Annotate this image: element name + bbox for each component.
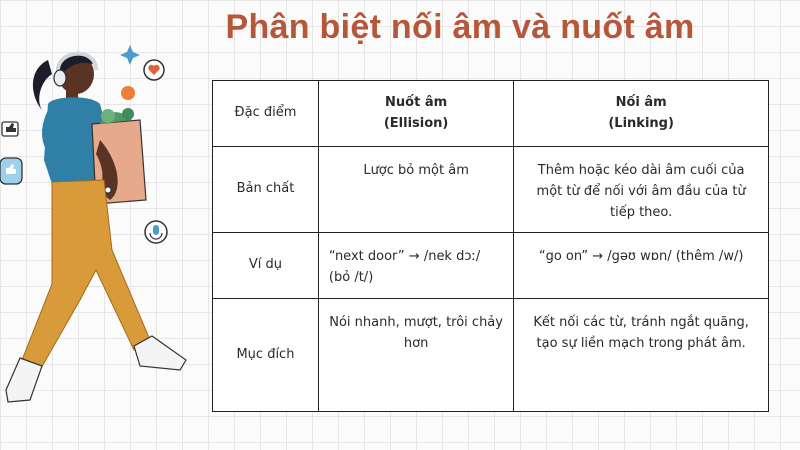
page-title: Phân biệt nối âm và nuốt âm [225, 8, 695, 46]
table-row [213, 147, 769, 233]
row-ellision-cell: “next door” → /nek dɔː/ (bỏ /t/) [318, 233, 513, 299]
sparkle-icon [120, 45, 140, 65]
header-ellision-subtitle: (Ellision) [383, 115, 449, 131]
row-ellision-cell: Lược bỏ một âm [318, 147, 513, 233]
table-row [213, 233, 769, 299]
microphone-icon [145, 221, 167, 243]
heart-dot-icon [121, 86, 135, 100]
row-linking-cell: Thêm hoặc kéo dài âm cuối của một từ để nối với âm đầu của từ tiếp theo. [514, 147, 769, 233]
header-feature-label: Đặc điểm [234, 105, 297, 121]
row-linking-cell: “go on” → /gəʊ wɒn/ (thêm /w/) [514, 233, 769, 299]
header-feature [213, 81, 319, 147]
like-bubble-icon [0, 158, 22, 184]
row-feature: Bản chất [213, 147, 319, 233]
row-feature: Mục đích [213, 299, 319, 412]
header-linking-title: Nối âm [615, 94, 667, 110]
header-linking-subtitle: (Linking) [608, 115, 674, 131]
heart-icon [144, 60, 164, 80]
header-ellision-title: Nuốt âm [385, 94, 448, 110]
woman-illustration [0, 40, 210, 440]
thumbs-up-icon [2, 122, 18, 136]
table-header-row [213, 81, 769, 147]
row-linking-cell: Kết nối các từ, tránh ngắt quãng, tạo sự liền mạch trong phát âm. [514, 299, 769, 412]
comparison-table [212, 80, 769, 412]
table-row [213, 299, 769, 412]
row-ellision-cell: Nói nhanh, mượt, trôi chảy hơn [318, 299, 513, 412]
header-linking [514, 81, 769, 147]
header-ellision [318, 81, 513, 147]
row-feature: Ví dụ [213, 233, 319, 299]
